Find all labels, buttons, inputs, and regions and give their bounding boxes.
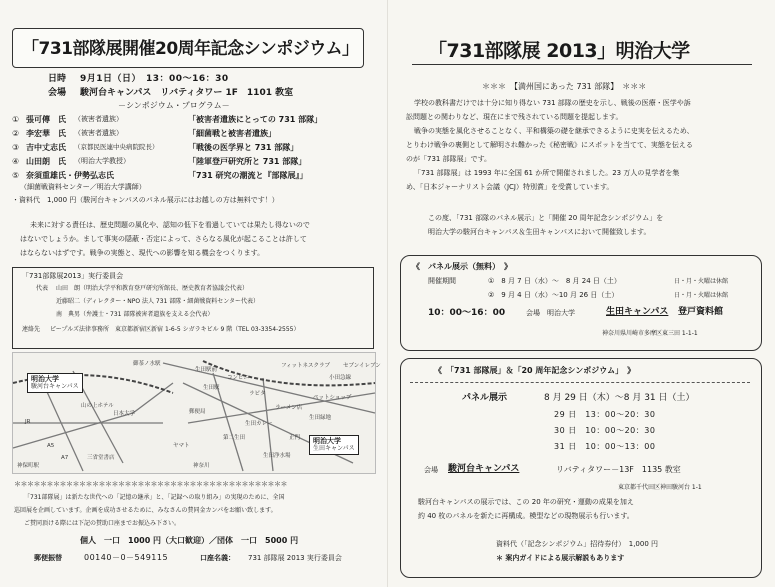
body-line: め、「日本ジャーナリスト会議（JCJ）特別賞」を受賞しています。 xyxy=(406,183,614,191)
event-period: 8 月 29 日（木）～8 月 31 日（土） xyxy=(544,393,695,403)
event-address: 東京都千代田区神田駿河台 1-1 xyxy=(618,484,702,491)
ikuta-campus: 生田キャンパス xyxy=(606,307,669,317)
map-label: フィットネスクラブ xyxy=(281,363,331,369)
speaker-topic: 「被害者遺族にとっての 731 部隊」 xyxy=(188,115,323,124)
program-heading: －シンポジウム・プログラム－ xyxy=(118,101,230,110)
committee-rep-label: 代表 xyxy=(36,285,49,292)
speaker-affiliation: （明治大学教授） xyxy=(74,157,130,165)
event-heading: 《 「731 部隊展」＆「20 周年記念シンポジウム」 》 xyxy=(434,366,636,375)
period-2-closed: 日・月・火曜は休館 xyxy=(674,292,729,299)
speaker-number: ① xyxy=(12,115,20,124)
ikuta-callout xyxy=(309,435,359,455)
period-2: ② 9 月 4 日（水）～10 月 26 日（土） xyxy=(488,291,619,299)
committee-rep: 山田 朗（明治大学平和教育登戸研究所館長、歴史教育者協議会代表） xyxy=(56,285,249,292)
body-line: とりわけ戦争の裏側として解明され難かった《秘密戦》にスポットを当てて、実態を伝える xyxy=(406,141,693,149)
event-guide-note: ＊ 案内ガイドによる展示解説もあります xyxy=(496,554,625,562)
speaker-name: 張可傳 氏 xyxy=(26,115,66,124)
donation-rate: 個人 一口 1000 円（大口歓迎）／団体 一口 5000 円 xyxy=(80,536,299,545)
event-venue-campus: 駿河台キャンパス xyxy=(448,464,520,474)
event-day: 29 日 13：00～20：30 xyxy=(554,410,656,419)
body-line: 訟問題との関わりなど、現在にまで残されている問題を提起します。 xyxy=(406,113,623,121)
period-label: 開催期間 xyxy=(428,277,456,285)
map-label: 神保町駅 xyxy=(17,463,40,469)
event-panel-label: パネル展示 xyxy=(462,393,508,403)
map-label: 第二生田 xyxy=(223,435,246,441)
speaker-number: ③ xyxy=(12,143,20,152)
speaker-affiliation: （被害者遺族） xyxy=(74,129,123,137)
venue-value: 駿河台キャンパス リバティタワー 1F 1101 教室 xyxy=(80,88,294,98)
speaker-number: ② xyxy=(12,129,20,138)
account-number: 00140－0－549115 xyxy=(84,553,169,562)
message-line: はないでしょうか。まして事実の隠蔽・否定によって、さらなる風化が起こることは許して xyxy=(20,235,307,243)
date-label: 日時 xyxy=(48,74,67,84)
event-venue-room: リバティタワー－13F 1135 教室 xyxy=(556,465,681,474)
map-label: 御茶ノ水駅 xyxy=(133,361,161,367)
announcement-line: 明治大学の駿河台キャンパス＆生田キャンパスにおいて開催致します。 xyxy=(428,228,651,236)
speaker-5-affiliation: （細菌戦資料センター／明治大学講師） xyxy=(20,183,146,191)
event-description: 約 40 枚のパネルを新たに再構成。模型などの現物展示も行います。 xyxy=(418,512,634,520)
speaker-row xyxy=(12,170,372,181)
access-map xyxy=(12,352,381,474)
period-1-closed: 日・月・火曜は休館 xyxy=(674,278,729,285)
event-day: 31 日 10：00～13：00 xyxy=(554,442,656,451)
map-label: コンビニ xyxy=(227,375,250,381)
symposium-banner-title: 「731部隊展開催20周年記念シンポジウム」 xyxy=(22,39,359,59)
map-label: 神奈川 xyxy=(193,463,210,469)
committee-member: 近藤昭二（ディレクター・NPO 法人 731 部隊・細菌戦資料センター代表） xyxy=(56,298,260,305)
map-label: 日本大学 xyxy=(113,411,136,417)
contact-value: ピープルズ法律事務所 東京都新宿区新宿 1-6-5 シガラキビル 9 階（TEL 03-3354-2555） xyxy=(50,326,300,333)
surugadai-callout-sub: 駿河台キャンパス xyxy=(31,383,79,390)
account-name: 731 部隊展 2013 実行委員会 xyxy=(248,554,342,562)
map-label: 小田急線 xyxy=(329,375,352,381)
event-day: 30 日 10：00～20：30 xyxy=(554,426,656,435)
map-label: 生田浄水場 xyxy=(263,453,291,459)
donation-text: ご賛同頂ける際には下記の賛助口座までお振込み下さい。 xyxy=(24,520,181,527)
map-label: ラピタ xyxy=(249,391,266,397)
speaker-name: 李宏華 氏 xyxy=(26,129,66,138)
committee-title: 「731部隊展2013」実行委員会 xyxy=(22,272,124,280)
map-label: A5 xyxy=(47,443,55,449)
map-label: 郵便局 xyxy=(189,409,206,415)
fee-line: ・資料代 1,000 円（駿河台キャンパスのパネル展示にはお越しの方は無料です！） xyxy=(12,196,279,204)
account-label: 郵便振替 xyxy=(34,554,62,562)
period-1: ① 8 月 7 日（水）～ 8 月 24 日（土） xyxy=(488,277,621,285)
section-subhead: ＊＊＊ 【満州国にあった 731 部隊】 ＊＊＊ xyxy=(482,82,647,91)
map-label: 生田駅 xyxy=(203,385,220,391)
map-label: ラーメン店 xyxy=(275,405,303,411)
body-line: 学校の教科書だけでは十分に知り得ない 731 部隊の歴史を示し、戦後の医療・医学や訴 xyxy=(414,99,691,107)
donation-text: 「731部隊展」は新たな世代への「記憶の継承」と、「記録への取り組み」の実現のために、全国 xyxy=(24,494,285,501)
map-label: 山の上ホテル xyxy=(81,403,114,409)
title-underline xyxy=(412,64,752,65)
account-name-label: 口座名義： xyxy=(200,554,235,562)
map-label: 三省堂書店 xyxy=(87,455,115,461)
map-label: セブンイレブン xyxy=(343,363,381,369)
message-line: はならないはずです。戦争の実態と、現代への影響を知る機会をつくります。 xyxy=(20,249,265,257)
event-fee: 資料代（「記念シンポジウム」招待券付） 1,000 円 xyxy=(496,540,659,548)
speaker-row xyxy=(12,114,372,125)
speaker-row xyxy=(12,156,372,167)
speaker-affiliation: （被害者遺族） xyxy=(74,115,123,123)
date-value: 9月1日（日） 13：00～16：30 xyxy=(80,74,229,84)
donation-text: 巡回展を企画しています。企画を成功させるために、みなさんの賛同金カンパをお願い致します。 xyxy=(14,507,277,514)
noborito-hall: 登戸資料館 xyxy=(678,307,724,317)
speaker-number: ④ xyxy=(12,157,20,166)
speaker-name: 吉中丈志氏 xyxy=(26,143,66,152)
map-label: 生田駅前 xyxy=(195,367,218,373)
map-label: 正門 xyxy=(289,435,301,441)
message-line: 未来に対する責任は、歴史問題の風化や、認知の低下を看過していては果たし得ないので xyxy=(30,221,310,229)
ikuta-callout-sub: 生田キャンパス xyxy=(313,445,355,452)
map-label: 生田カレー xyxy=(245,421,273,427)
event-divider xyxy=(410,382,750,383)
venue-label: 会場 xyxy=(48,88,67,98)
body-line: のが「731 部隊展」です。 xyxy=(406,155,492,163)
map-label: ヤマト xyxy=(173,443,190,449)
left-page xyxy=(0,0,387,587)
speaker-affiliation: （京都民医連中央病院院長） xyxy=(74,143,159,151)
panel-exhibit-heading: 《 パネル展示（無料） 》 xyxy=(412,262,512,271)
star-divider: ＊＊＊＊＊＊＊＊＊＊＊＊＊＊＊＊＊＊＊＊＊＊＊＊＊＊＊＊＊＊＊＊＊＊＊＊＊＊＊＊＊＊ xyxy=(14,480,287,488)
exhibition-title: 「731部隊展 2013」明治大学 xyxy=(428,40,690,62)
ikuta-callout-title: 明治大学 xyxy=(313,437,341,445)
ikuta-address: 神奈川県川崎市多摩区東三田 1-1-1 xyxy=(602,330,698,337)
speaker-number: ⑤ xyxy=(12,171,20,180)
surugadai-callout xyxy=(27,373,83,393)
map-label: A7 xyxy=(61,455,69,461)
speaker-name: 奈須重雄氏・伊勢弘志氏 xyxy=(26,171,114,180)
speaker-topic: 「陸軍登戸研究所と 731 部隊」 xyxy=(188,157,307,166)
event-venue-label: 会場 xyxy=(424,466,438,474)
opening-hours: 10：00～16：00 xyxy=(428,308,506,318)
speaker-topic: 「細菌戦と被害者遺族」 xyxy=(188,129,276,138)
surugadai-callout-title: 明治大学 xyxy=(31,375,59,383)
ikuta-venue-label: 会場 明治大学 xyxy=(526,309,575,317)
speaker-topic: 「戦後の医学界と 731 部隊」 xyxy=(188,143,299,152)
right-page xyxy=(388,0,775,587)
committee-member: 南 典男（弁護士・731 部隊被害者遺族を支える会代表） xyxy=(56,311,214,318)
speaker-name: 山田朗 氏 xyxy=(26,157,66,166)
map-label: ペットショップ xyxy=(313,395,352,401)
speaker-row xyxy=(12,142,372,153)
map-label: 生田緑地 xyxy=(309,415,332,421)
body-line: 戦争の実態を風化させることなく、平和構築の礎を継承できるように史実を伝えるため、 xyxy=(414,127,694,135)
speaker-row xyxy=(12,128,372,139)
announcement-line: この度、「731 部隊のパネル展示」と「開催 20 周年記念シンポジウム」を xyxy=(428,214,664,222)
contact-label: 連絡先 xyxy=(22,326,41,333)
event-description: 駿河台キャンパスの展示では、この 20 年の研究・運動の成果を加え xyxy=(418,498,634,506)
map-label: JR xyxy=(25,419,31,425)
speaker-topic: 「731 研究の潮流と『部隊展』」 xyxy=(188,171,308,180)
body-line: 「731 部隊展」は 1993 年に全国 61 か所で開催されました。23 万人の見学者を集 xyxy=(414,169,680,177)
